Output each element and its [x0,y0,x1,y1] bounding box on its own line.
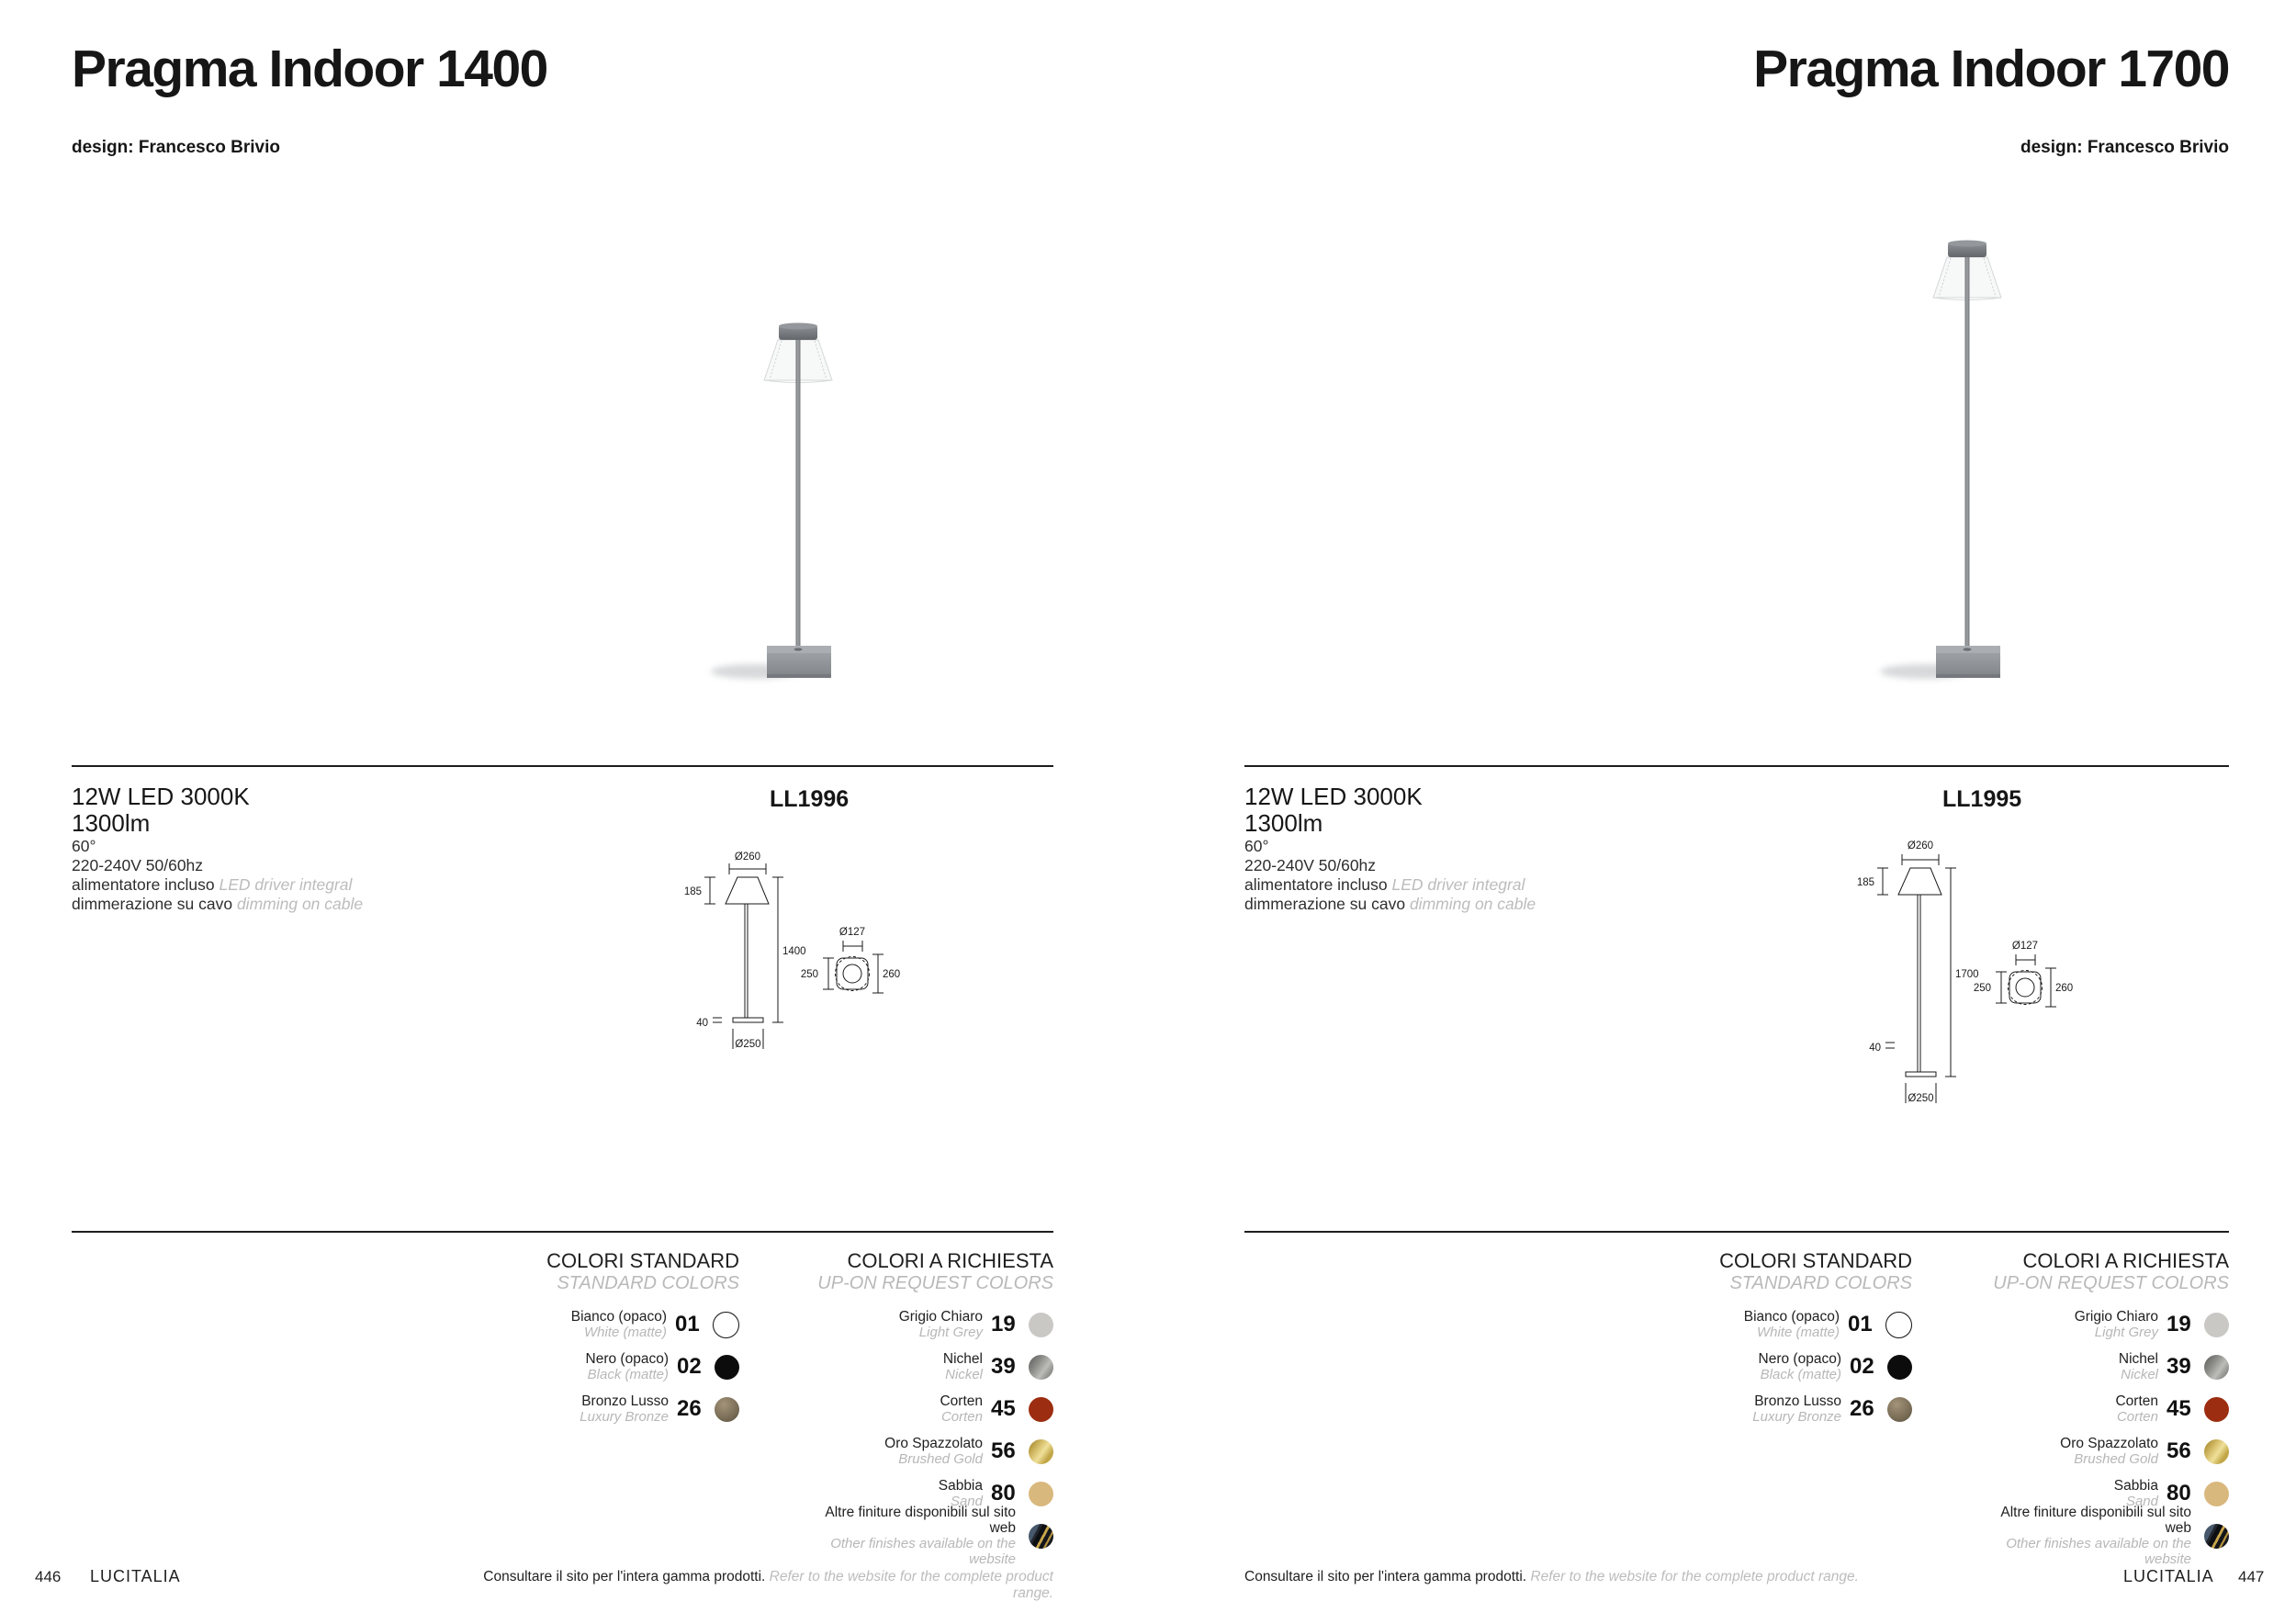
color-row-bianco [1744,1303,1912,1346]
technical-drawing-1700 [1852,816,2247,1119]
heading-en: UP-ON REQUEST COLORS [1993,1273,2229,1293]
top-view-base [837,958,868,989]
lamp-base-front [767,653,831,674]
lamp-pole-joint [794,648,803,650]
color-row-nichel [943,1346,1053,1388]
page-title-right: Pragma Indoor 1700 [1753,39,2229,98]
multi-finish-swatch-circle [2204,1524,2229,1549]
dim-line-diam-head [2016,954,2035,965]
spec-lumen: 1300lm [72,809,151,837]
lamp-pole [1965,257,1970,650]
drawing-shade [1898,868,1941,895]
color-code: 01 [1848,1312,1873,1336]
divider-specs-left [72,765,1053,767]
corten-swatch-circle [2204,1397,2229,1422]
footer-note-left [459,1569,1053,1602]
spec-wattage: 12W LED 3000K [72,783,250,810]
spec-lumen: 1300lm [1244,809,1323,837]
black-swatch-circle [715,1355,739,1380]
dim-diam-base: Ø250 [735,1039,761,1050]
nickel-swatch-circle [2204,1355,2229,1380]
divider-specs-right [1244,765,2229,767]
dim-line-view-width [1996,972,2007,1003]
dim-view-width: 250 [800,969,818,980]
color-name-it: Bianco (opaco) [570,1309,667,1325]
white-swatch-circle [713,1312,739,1338]
model-code-left: LL1996 [770,786,850,812]
lamp-base-front [1936,653,2000,674]
color-row-nero [1759,1346,1912,1388]
heading-en: UP-ON REQUEST COLORS [817,1273,1053,1293]
footer-note-en: Refer to the website for the complete product range. [765,1569,1053,1601]
heading-en: STANDARD COLORS [1729,1273,1912,1293]
dim-total-height: 1700 [1955,969,1979,980]
other-finishes-it: Altre finiture disponibili sul sito web [825,1505,1016,1536]
spec-beam-angle: 60° [1244,837,1269,855]
top-view-shade-outline [836,957,870,991]
color-name-en: Corten [940,1409,983,1425]
color-row-other-finishes [1984,1505,2229,1567]
color-code: 39 [991,1354,1016,1379]
divider-colors-right [1244,1231,2229,1233]
footer-note-it: Consultare il sito per l'intera gamma prodotti. [483,1569,766,1585]
nickel-swatch-circle [1029,1355,1053,1380]
dim-base-height: 40 [1869,1043,1881,1054]
color-code: 80 [991,1481,1016,1506]
color-row-grigio [2075,1303,2229,1346]
spec-voltage: 220-240V 50/60hz [1244,856,1377,874]
color-row-oro [884,1430,1053,1472]
spec-driver-it: alimentatore incluso [72,875,219,894]
lamp-pole-joint [1964,648,1972,650]
request-colors-heading [1993,1249,2229,1294]
page-title-left: Pragma Indoor 1400 [72,39,547,98]
color-code: 02 [677,1354,702,1379]
dim-line-shade-height [704,877,715,904]
color-code: 19 [2167,1312,2191,1336]
color-name-it: Sabbia [2113,1478,2158,1494]
spec-beam-angle: 60° [72,837,96,855]
technical-drawing-1400 [680,816,1075,1064]
dim-shade-height: 185 [1856,877,1874,888]
standard-colors-heading [546,1249,739,1294]
color-name-en: White (matte) [1756,1325,1840,1340]
standard-colors-column-right [1687,1249,1912,1430]
heading-en: STANDARD COLORS [557,1273,739,1293]
drawing-base [733,1018,763,1022]
color-name-en: Brushed Gold [898,1451,983,1467]
dim-view-height: 260 [2055,983,2074,994]
standard-colors-column-left [514,1249,739,1430]
lamp-base-bottom [1936,674,2000,678]
dim-line-diam-head [843,941,862,952]
color-code: 01 [675,1312,700,1336]
color-code: 56 [991,1438,1016,1463]
color-name-en: Corten [2116,1409,2158,1425]
dim-line-view-width [823,958,834,989]
color-name-en: Luxury Bronze [580,1409,669,1425]
bronze-swatch-circle [715,1397,739,1422]
color-name-en: Brushed Gold [2074,1451,2158,1467]
request-colors-heading [817,1249,1053,1294]
color-name-it: Grigio Chiaro [898,1309,983,1325]
lamp-cap-top [1948,241,1986,247]
spec-driver-it: alimentatore incluso [1244,875,1392,894]
lamp-cap-top [779,323,817,330]
multi-finish-swatch-circle [1029,1524,1053,1549]
sand-swatch-circle [1029,1482,1053,1506]
color-row-oro [2060,1430,2229,1472]
color-row-bronzo [580,1388,739,1430]
color-code: 26 [677,1396,702,1421]
designer-credit-left: design: Francesco Brivio [72,138,281,157]
color-name-it: Sabbia [938,1478,983,1494]
request-colors-column-right [1984,1249,2229,1567]
dim-line-diam-top [729,863,766,874]
dim-total-height: 1400 [782,946,806,957]
lamp-base-bottom [767,674,831,678]
color-name-it: Grigio Chiaro [2074,1309,2158,1325]
color-code: 45 [2167,1396,2191,1421]
page-number-left: 446 [35,1568,62,1585]
color-name-it: Bronzo Lusso [1754,1393,1841,1409]
dim-line-base-height [713,1018,722,1022]
top-view-head [2016,978,2034,997]
spec-block-left [72,784,363,914]
dim-diam-head: Ø127 [2011,941,2039,952]
top-view-head [843,964,861,983]
spec-block-right [1244,784,1536,914]
dim-line-base-height [1885,1043,1895,1048]
spec-dimming-it: dimmerazione su cavo [1244,895,1410,913]
standard-colors-heading [1719,1249,1912,1294]
other-finishes-en: Other finishes available on the website [2006,1536,2191,1567]
color-code: 45 [991,1396,1016,1421]
heading-it: COLORI STANDARD [1719,1249,1912,1272]
color-code: 19 [991,1312,1016,1336]
spec-driver [1244,875,1536,895]
drawing-base [1906,1072,1936,1077]
spec-dimming [1244,895,1536,914]
color-code: 26 [1850,1396,1874,1421]
color-row-bronzo [1752,1388,1912,1430]
spec-dimming-en: dimming on cable [236,895,364,913]
color-name-en: Black (matte) [587,1367,669,1382]
color-name-en: Nickel [945,1367,983,1382]
footer-note-right [1244,1569,1859,1585]
dim-view-width: 250 [1973,983,1991,994]
designer-credit-right: design: Francesco Brivio [2020,138,2229,157]
black-swatch-circle [1887,1355,1912,1380]
white-swatch-circle [1885,1312,1912,1338]
color-name-it: Corten [2115,1393,2158,1409]
request-colors-column-left [808,1249,1053,1567]
color-name-it: Nichel [2118,1351,2158,1367]
heading-it: COLORI STANDARD [546,1249,739,1272]
product-photo-floor-lamp-1400 [716,312,891,684]
dim-line-diam-top [1902,854,1939,865]
color-name-en: Nickel [2121,1367,2158,1382]
product-photo-floor-lamp-1700 [1885,230,2060,684]
color-name-en: Sand [2125,1494,2158,1509]
dim-diam-base: Ø250 [1908,1093,1934,1104]
spec-wattage: 12W LED 3000K [1244,783,1423,810]
color-row-grigio [899,1303,1053,1346]
color-name-it: Corten [940,1393,983,1409]
color-row-nichel [2119,1346,2229,1388]
color-name-en: Luxury Bronze [1752,1409,1841,1425]
color-code: 80 [2167,1481,2191,1506]
spec-driver-en: LED driver integral [219,875,353,894]
color-code: 56 [2167,1438,2191,1463]
color-code: 02 [1850,1354,1874,1379]
other-finishes-it: Altre finiture disponibili sul sito web [2000,1505,2191,1536]
brand-logo-left: LUCITALIA [90,1567,181,1585]
color-name-it: Nichel [942,1351,983,1367]
dim-view-height: 260 [883,969,901,980]
top-view-shade-outline [2009,971,2043,1005]
dim-base-height: 40 [696,1018,708,1029]
model-code-right: LL1995 [1942,786,2022,812]
color-row-other-finishes [808,1505,1053,1567]
light-grey-swatch-circle [2204,1313,2229,1337]
dim-shade-height: 185 [683,886,702,897]
drawing-shade [726,877,769,904]
color-name-en: White (matte) [583,1325,667,1340]
drawing-pole [1918,895,1920,1072]
spec-dimming-en: dimming on cable [1409,895,1536,913]
color-code: 39 [2167,1354,2191,1379]
color-name-en: Black (matte) [1760,1367,1841,1382]
bronze-swatch-circle [1887,1397,1912,1422]
spec-driver-en: LED driver integral [1391,875,1525,894]
drawing-pole [745,904,748,1018]
color-name-it: Bianco (opaco) [1743,1309,1840,1325]
color-name-it: Nero (opaco) [585,1351,669,1367]
color-name-it: Oro Spazzolato [884,1436,983,1451]
color-name-it: Nero (opaco) [1758,1351,1841,1367]
color-name-en: Light Grey [2094,1325,2158,1340]
lamp-pole [796,340,801,650]
spec-dimming [72,895,363,914]
color-name-en: Light Grey [918,1325,983,1340]
sand-swatch-circle [2204,1482,2229,1506]
color-row-bianco [571,1303,739,1346]
footer-note-it: Consultare il sito per l'intera gamma prodotti. [1244,1569,1527,1585]
color-row-nero [586,1346,739,1388]
dim-line-shade-height [1877,868,1888,895]
corten-swatch-circle [1029,1397,1053,1422]
dim-diam-top: Ø260 [1907,840,1934,851]
heading-it: COLORI A RICHIESTA [847,1249,1053,1272]
top-view-base [2009,972,2041,1003]
brushed-gold-swatch-circle [1029,1439,1053,1464]
color-name-it: Bronzo Lusso [581,1393,669,1409]
dim-diam-top: Ø260 [734,851,761,863]
brushed-gold-swatch-circle [2204,1439,2229,1464]
footer-note-en: Refer to the website for the complete product range. [1526,1569,1859,1585]
divider-colors-left [72,1231,1053,1233]
color-name-en: Sand [950,1494,983,1509]
spec-driver [72,875,363,895]
spec-dimming-it: dimmerazione su cavo [72,895,237,913]
spec-voltage: 220-240V 50/60hz [72,856,204,874]
color-row-corten [940,1388,1053,1430]
dim-diam-head: Ø127 [838,927,866,938]
other-finishes-en: Other finishes available on the website [830,1536,1016,1567]
color-row-corten [2115,1388,2229,1430]
color-name-it: Oro Spazzolato [2060,1436,2158,1451]
brand-logo-right: LUCITALIA [2123,1567,2214,1585]
page-number-right: 447 [2238,1568,2265,1585]
heading-it: COLORI A RICHIESTA [2022,1249,2229,1272]
light-grey-swatch-circle [1029,1313,1053,1337]
